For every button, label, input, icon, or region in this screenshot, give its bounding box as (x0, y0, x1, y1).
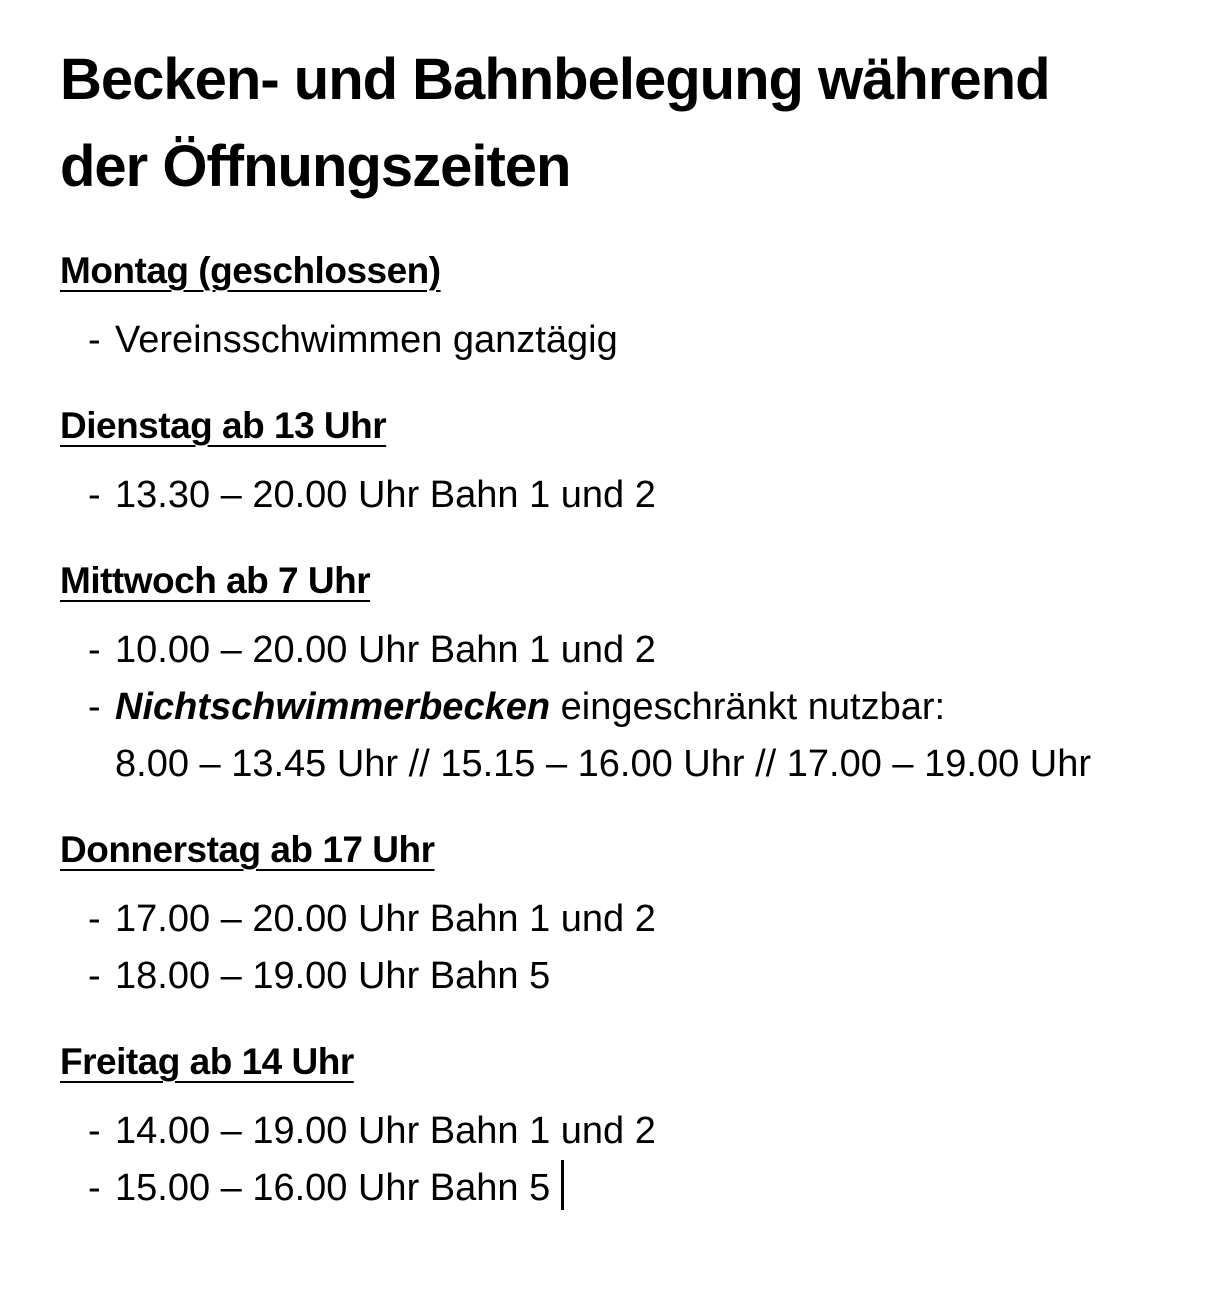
list-item-marker: - (88, 629, 101, 671)
list-item[interactable] (60, 891, 1172, 948)
list-item[interactable] (60, 1160, 1172, 1217)
list-item-text-value: 15.00 – 16.00 Uhr Bahn 5 (115, 1167, 551, 1209)
slot-list-freitag (60, 1103, 1172, 1217)
slot-list-montag (60, 312, 1172, 369)
list-item[interactable] (60, 467, 1172, 524)
list-item-marker: - (88, 898, 101, 940)
section-dienstag (60, 403, 1172, 524)
slot-list-donnerstag (60, 891, 1172, 1005)
list-item-text (115, 679, 1172, 793)
slot-list-mittwoch (60, 622, 1172, 793)
list-item[interactable] (60, 1103, 1172, 1160)
list-item-text: 14.00 – 19.00 Uhr Bahn 1 und 2 (115, 1110, 656, 1152)
list-item-marker: - (88, 474, 101, 516)
section-freitag (60, 1039, 1172, 1217)
list-item-text (115, 1160, 1172, 1217)
list-item-text: 18.00 – 19.00 Uhr Bahn 5 (115, 955, 551, 997)
list-item-marker: - (88, 1110, 101, 1152)
list-item-text: Vereinsschwimmen ganztägig (115, 319, 618, 361)
section-montag (60, 248, 1172, 369)
section-donnerstag (60, 827, 1172, 1005)
list-item-text: 17.00 – 20.00 Uhr Bahn 1 und 2 (115, 898, 656, 940)
day-heading-dienstag[interactable]: Dienstag ab 13 Uhr (60, 405, 387, 446)
page-title-line-1: Becken- und Bahnbelegung während (60, 47, 1050, 112)
day-heading-freitag[interactable]: Freitag ab 14 Uhr (60, 1041, 354, 1082)
slot-list-dienstag (60, 467, 1172, 524)
list-item-line (115, 686, 945, 728)
day-heading-donnerstag[interactable]: Donnerstag ab 17 Uhr (60, 829, 435, 870)
list-item[interactable] (60, 948, 1172, 1005)
emphasized-term: Nichtschwimmerbecken (115, 686, 551, 728)
list-item-marker: - (88, 686, 101, 728)
list-item-text: 10.00 – 20.00 Uhr Bahn 1 und 2 (115, 629, 656, 671)
list-item-text: 13.30 – 20.00 Uhr Bahn 1 und 2 (115, 474, 656, 516)
text-caret (561, 1160, 564, 1210)
list-item-text-rest: eingeschränkt nutzbar: (550, 686, 946, 728)
list-item[interactable] (60, 312, 1172, 369)
page-title[interactable] (60, 36, 1172, 210)
section-mittwoch (60, 558, 1172, 793)
list-item-marker: - (88, 955, 101, 997)
list-item[interactable] (60, 622, 1172, 679)
list-item[interactable] (60, 679, 1172, 793)
day-heading-montag[interactable]: Montag (geschlossen) (60, 250, 441, 291)
page-title-line-2: der Öffnungszeiten (60, 134, 571, 199)
list-item-continuation: 8.00 – 13.45 Uhr // 15.15 – 16.00 Uhr // 17.00 – 19.00 Uhr (115, 743, 1091, 785)
list-item-marker: - (88, 319, 101, 361)
list-item-marker: - (88, 1167, 101, 1209)
day-heading-mittwoch[interactable]: Mittwoch ab 7 Uhr (60, 560, 371, 601)
